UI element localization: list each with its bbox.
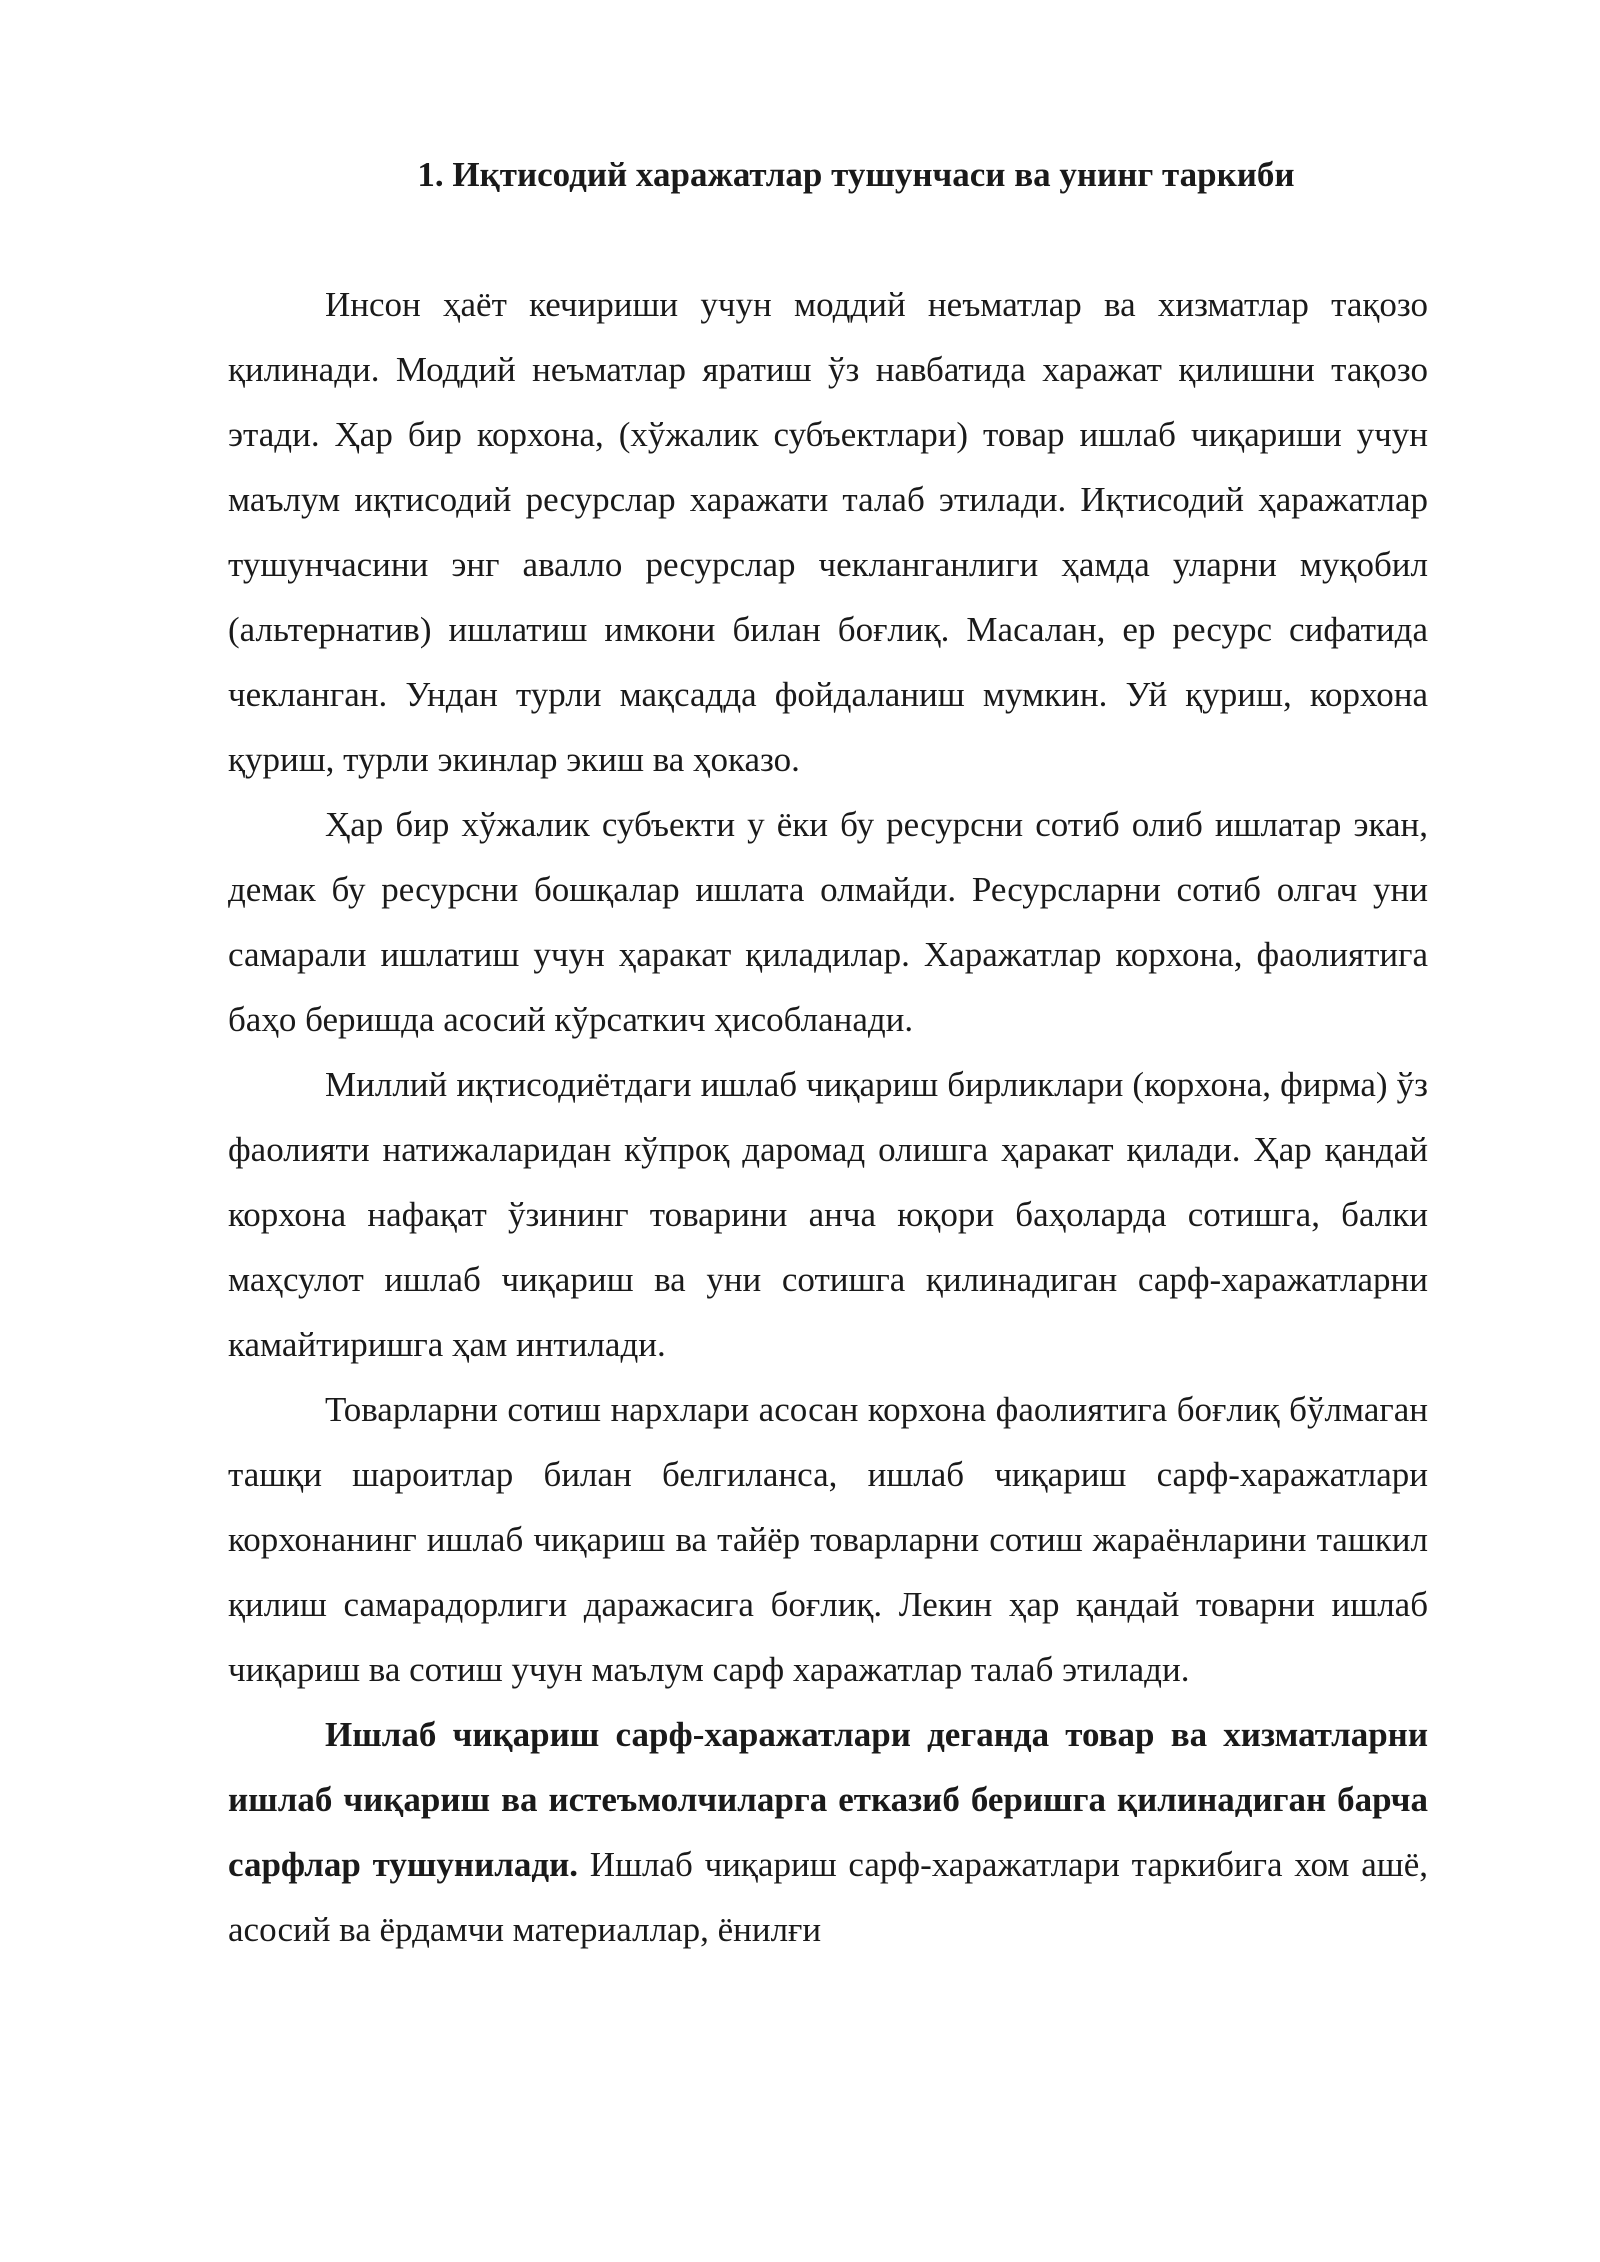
paragraph-2: Ҳар бир хўжалик субъекти у ёки бу ресурсни сотиб олиб ишлатар экан, демак бу ресурсни бошқалар ишлата олмайди. Ресурсларни сотиб олгач уни самарали ишлатиш учун ҳаракат қиладилар. Харажатлар корхона, фаолиятига баҳо беришда асосий кўрсаткич ҳисобланади. <box>228 805 1428 1039</box>
definition-bold-text: Ишлаб чиқариш сарф-харажатлари деганда товар ва хизматларни ишлаб чиқариш ва истеъмолчиларга етказиб беришга қилинадиган барча сарфлар тушунилади. <box>228 1715 1428 1884</box>
paragraph-4: Товарларни сотиш нархлари асосан корхона фаолиятига боғлиқ бўлмаган ташқи шароитлар билан белгиланса, ишлаб чиқариш сарф-харажатлари корхонанинг ишлаб чиқариш ва тайёр товарларни сотиш жараёнларини ташкил қилиш самарадорлиги даражасига боғлиқ. Лекин ҳар қандай товарни ишлаб чиқариш ва сотиш учун маълум сарф харажатлар талаб этилади. <box>228 1390 1428 1689</box>
paragraph-1: Инсон ҳаёт кечириши учун моддий неъматлар ва хизматлар тақозо қилинади. Моддий неъматлар яратиш ўз навбатида харажат қилишни тақозо этади. Ҳар бир корхона, (хўжалик субъектлари) товар ишлаб чиқариши учун маълум иқтисодий ресурслар харажати талаб этилади. Иқтисодий ҳаражатлар тушунчасини энг авалло ресурслар чекланганлиги ҳамда уларни муқобил (альтернатив) ишлатиш имкони билан боғлиқ. Масалан, ер ресурс сифатида чекланган. Ундан турли мақсадда фойдаланиш мумкин. Уй қуриш, корхона қуриш, турли экинлар экиш ва ҳоказо. <box>228 285 1428 779</box>
definition-continuation-text: Ишлаб чиқариш сарф-харажатлари таркибига хом ашё, асосий ва ёрдамчи материаллар, ёнилғи <box>228 1845 1428 1949</box>
document-body <box>228 150 1428 1962</box>
section-title: 1. Иқтисодий харажатлар тушунчаси ва унинг таркиби <box>417 155 1295 194</box>
paragraph-5 <box>228 1702 1428 1962</box>
paragraph-3: Миллий иқтисодиётдаги ишлаб чиқариш бирликлари (корхона, фирма) ўз фаолияти натижаларидан кўпроқ даромад олишга ҳаракат қилади. Ҳар қандай корхона нафақат ўзининг товарини анча юқори баҳоларда сотишга, балки маҳсулот ишлаб чиқариш ва уни сотишга қилинадиган сарф-харажатларни камайтиришга ҳам интилади. <box>228 1065 1428 1364</box>
